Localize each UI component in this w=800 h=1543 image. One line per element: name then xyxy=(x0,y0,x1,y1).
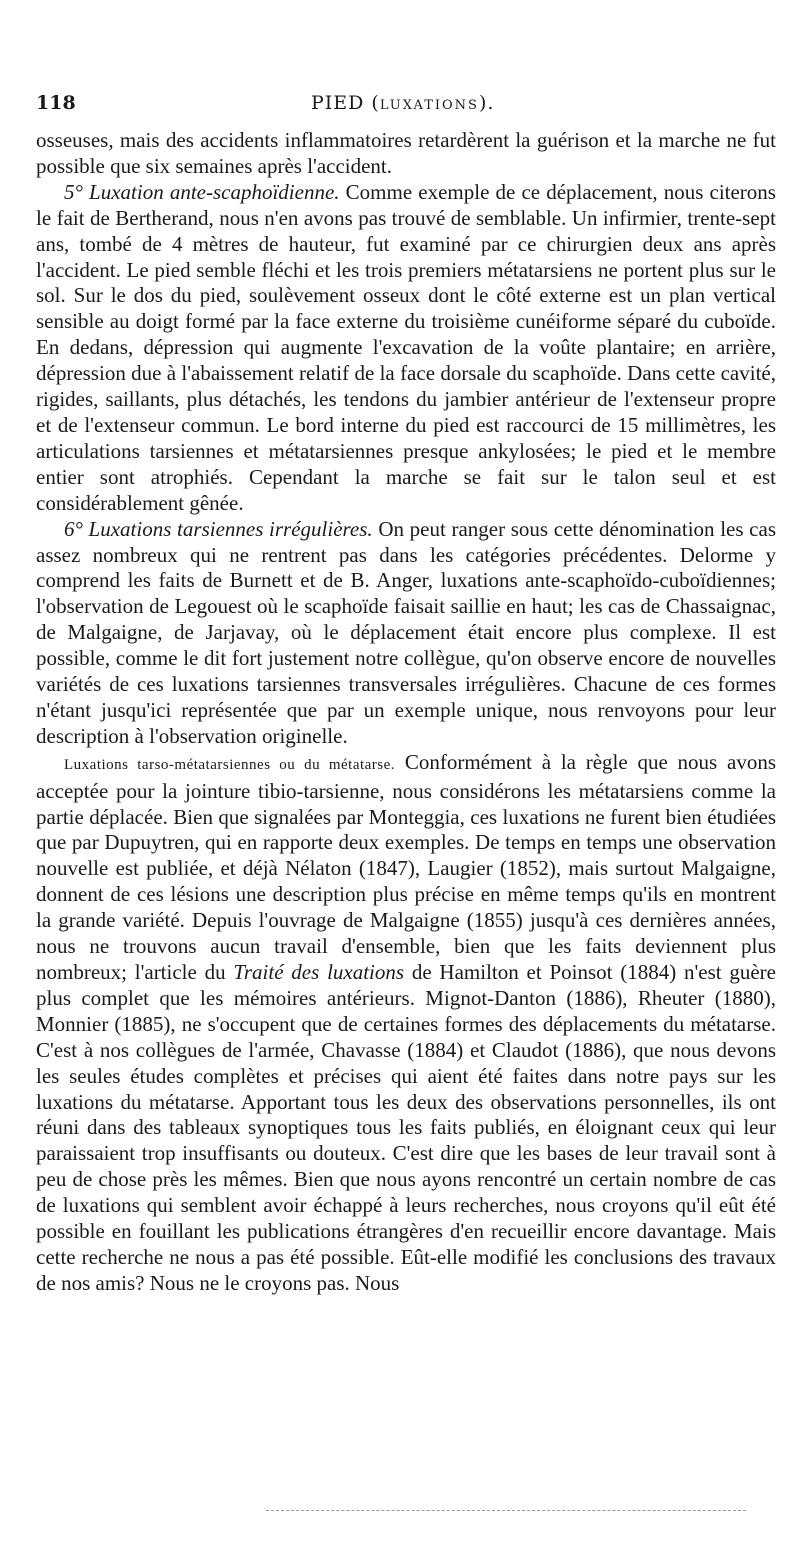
running-head-smallcaps: LUXATIONS xyxy=(379,98,479,113)
page-number: 118 xyxy=(36,92,76,114)
paragraph-ante-scaphoidienne xyxy=(36,180,776,517)
paragraph-body: Conformément à la règle que nous avons acceptée pour la jointure tibio-tarsienne, nous considérons les métatarsiens comme la partie déplacée. Bien que signalées par Monteggia, ces luxations ne furent bien étudiées que par Dupuytren, qui en rapporte deux exemples. De temps en temps une observation nouvelle est publiée, et déjà Nélaton (1847), Laugier (1852), mais surtout Malgaigne, donnent de ces lésions une description plus précise en même temps qu'ils en montrent la grande variété. Depuis l'ouvrage de Malgaigne (1855) jusqu'à ces dernières années, nous ne trouvons aucun travail d'ensemble, bien que les faits deviennent plus nombreux; l'article du xyxy=(36,749,776,984)
section-heading-tarso-metatarsiennes: Luxations tarso-métatarsiennes ou du métatarse. xyxy=(64,756,396,773)
footer-rule xyxy=(266,1510,746,1512)
paragraph-continuation: osseuses, mais des accidents inflammatoires retardèrent la guérison et la marche ne fut possible que six semaines après l'accident. xyxy=(36,128,776,178)
running-head xyxy=(311,92,494,114)
body-text xyxy=(36,128,776,1297)
running-head-end: ). xyxy=(478,92,495,114)
paragraph-body: On peut ranger sous cette dénomination les cas assez nombreux qui ne rentrent pas dans les catégories précédentes. Delorme y comprend les faits de Burnett et de B. Anger, luxations ante-scaphoïdo-cuboïdiennes; l'observation de Legouest où le scaphoïde faisait saillie en haut; les cas de Chassaignac, de Malgaigne, de Jarjavay, où le déplacement était encore plus complexe. Il est possible, comme le dit fort justement notre collègue, qu'on observe encore de nouvelles variétés de ces luxations tarsiennes transversales irrégulières. Chacune de ces formes n'étant jusqu'ici représentée que par un exemple unique, nous renvoyons pour leur description à l'observation originelle. xyxy=(36,516,776,748)
book-title: Traité des luxations xyxy=(233,960,405,984)
page-header xyxy=(36,92,776,120)
paragraph-body: Comme exemple de ce déplacement, nous citerons le fait de Bertherand, nous n'en avons pas trouvé de semblable. Un infirmier, trente-sept ans, tombé de 4 mètres de hauteur, fut examiné par ce chirurgien deux ans après l'accident. Le pied semble fléchi et les trois premiers métatarsiens ne portent plus sur le sol. Sur le dos du pied, soulèvement osseux dont le côté externe est un plan vertical sensible au doigt formé par la face externe du troisième cunéiforme séparé du cuboïde. En dedans, dépression qui augmente l'excavation de la voûte plantaire; en arrière, dépression due à l'abaissement relatif de la face dorsale du scaphoïde. Dans cette cavité, rigides, saillants, plus détachés, les tendons du jambier antérieur de l'extenseur propre et de l'extenseur commun. Le bord interne du pied est raccourci de 15 millimètres, les articulations tarsiennes et métatarsiennes presque ankylosées; le pied et le membre entier sont atrophiés. Cependant la marche se fait sur le talon seul et est considérablement gênée. xyxy=(36,179,776,515)
paragraph-body: de Hamilton et Poinsot (1884) n'est guère plus complet que les mémoires antérieurs. Mignot-Danton (1886), Rheuter (1880), Monnier (1885), ne s'occupent que de certaines formes des déplacements du métatarse. C'est à nos collègues de l'armée, Chavasse (1884) et Claudot (1886), que nous devons les seules études complètes et précises qui aient été faites dans notre pays sur les luxations du métatarse. Apportant tous les deux des observations personnelles, ils ont réuni dans des tableaux synoptiques tous les faits publiés, en éloignant ceux qui leur paraissaient trop insuffisants ou douteux. C'est dire que les bases de leur travail sont à peu de chose près les mêmes. Bien que nous ayons rencontré un certain nombre de cas de luxations qui semblent avoir échappé à leurs recherches, nous croyons qu'il eût été possible en fouillant les publications étrangères d'en recueillir encore davantage. Mais cette recherche ne nous a pas été possible. Eût-elle modifié les conclusions des travaux de nos amis? Nous ne le croyons pas. Nous xyxy=(36,960,776,1295)
paragraph-tarso-metatarsiennes xyxy=(36,750,776,1297)
section-heading-ante-scaphoidienne: 5° Luxation ante-scaphoïdienne. xyxy=(64,179,340,204)
section-heading-tarsiennes-irregulieres: 6° Luxations tarsiennes irrégulières. xyxy=(64,516,373,541)
running-head-main: PIED ( xyxy=(311,92,380,114)
paragraph-tarsiennes-irregulieres xyxy=(36,517,776,750)
